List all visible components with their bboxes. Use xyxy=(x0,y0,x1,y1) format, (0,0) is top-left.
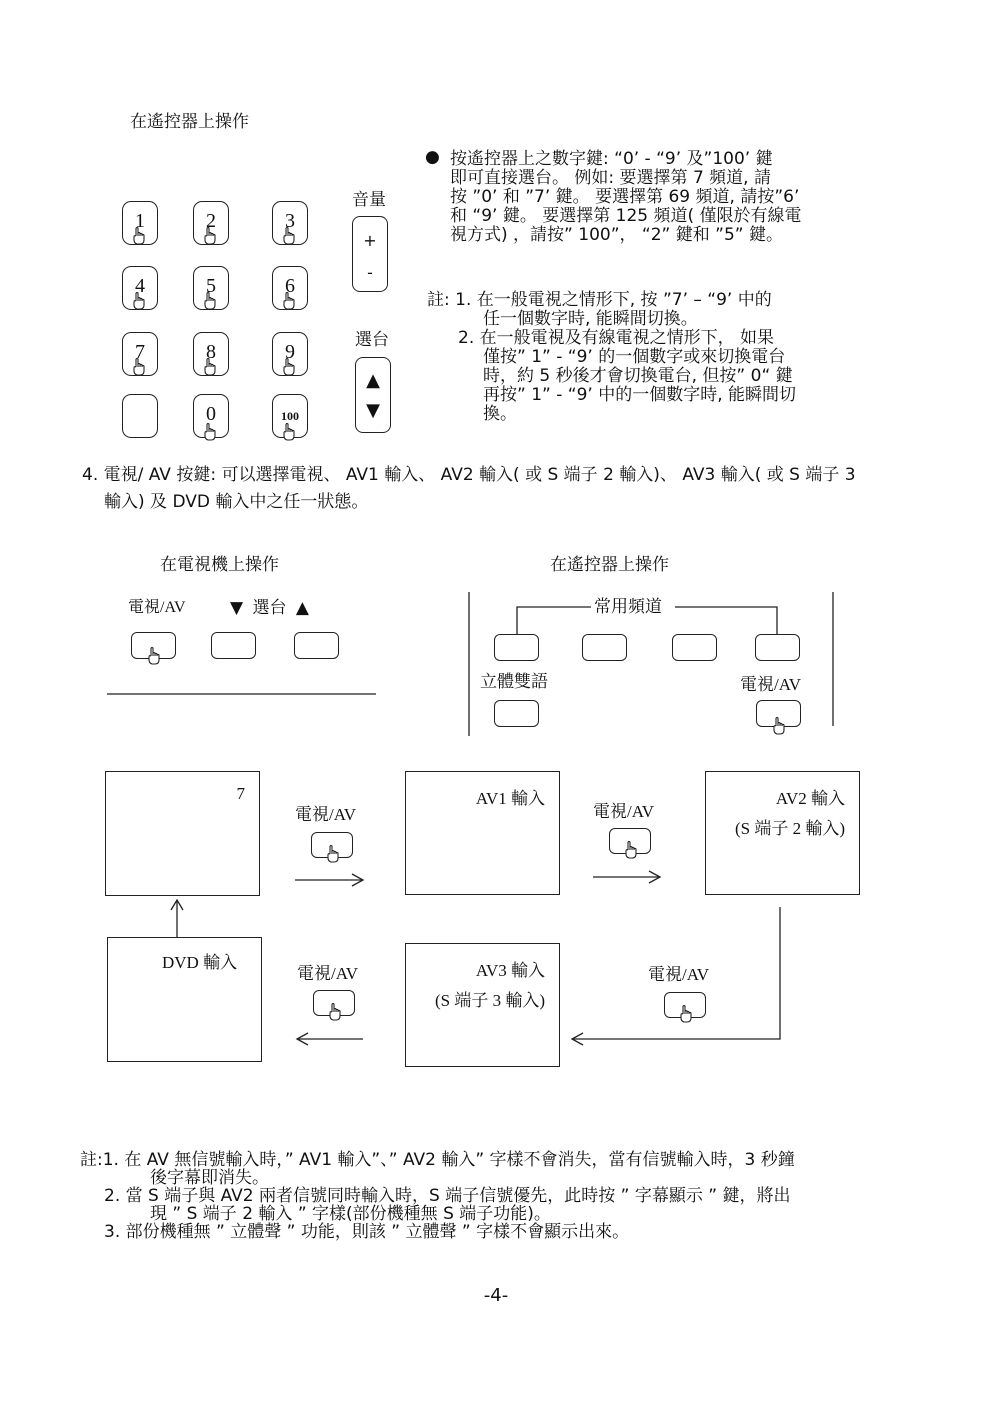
stereo-label: 立體雙語 xyxy=(480,672,548,692)
volume-label: 音量 xyxy=(352,190,386,210)
key-label: 8 xyxy=(206,341,216,363)
tv-tvav-label: 電視/AV xyxy=(128,599,186,616)
key-label: 7 xyxy=(135,341,145,363)
note-line: 任一個數字時, 能瞬間切換。 xyxy=(483,309,698,329)
channel-label: 選台 xyxy=(355,330,389,350)
key-label: 0 xyxy=(206,403,216,425)
flow-av1-label: AV1 輸入 xyxy=(475,789,545,808)
note-line: 現 ” S 端子 2 輸入 ” 字樣(部份機種無 S 端子功能)。 xyxy=(150,1204,551,1224)
tv-panel-heading: 在電視機上操作 xyxy=(160,555,279,575)
key-label: 3 xyxy=(285,210,295,232)
channel-down-icon[interactable]: ▼ xyxy=(366,400,380,421)
note-bottom xyxy=(80,1151,795,1241)
note-line: 3. 部份機種無 ” 立體聲 ” 功能，則該 ” 立體聲 ” 字樣不會顯示出來。 xyxy=(104,1222,630,1242)
note-line: 僅按” 1” - “9’ 的一個數字或來切換電台 xyxy=(483,347,786,367)
tv-channel-label: 選台 xyxy=(252,598,287,618)
note-line: 2. 在一般電視及有線電視之情形下， 如果 xyxy=(458,328,775,348)
channel-up-icon: ▲ xyxy=(295,598,309,618)
bullet-icon: ● xyxy=(425,147,440,167)
bullet-line: 和 “9’ 鍵。 要選擇第 125 頻道( 僅限於有線電 xyxy=(450,206,802,226)
common-channel-label: 常用頻道 xyxy=(591,597,665,617)
flow-av3-sub: (S 端子 3 輸入) xyxy=(434,991,545,1010)
note-line: 註:1. 在 AV 無信號輸入時，” AV1 輸入”、” AV2 輸入” 字樣不會消失，當有信號輸入時，3 秒鐘 xyxy=(80,1150,795,1170)
item4-line1: 4. 電視/ AV 按鍵: 可以選擇電視、 AV1 輸入、 AV2 輸入( 或 S 端子 2 輸入)、 AV3 輸入( 或 S 端子 3 xyxy=(82,465,856,485)
key-label: 2 xyxy=(206,210,216,232)
item4-line2: 輸入) 及 DVD 輸入中之任一狀態。 xyxy=(104,492,369,512)
flow-av2-sub: (S 端子 2 輸入) xyxy=(734,819,845,838)
page-number: -4- xyxy=(483,1285,509,1306)
key-label: 9 xyxy=(285,341,295,363)
note-line: 換。 xyxy=(483,404,517,424)
channel-up-icon[interactable]: ▲ xyxy=(366,370,380,391)
flow-button-label: 電視/AV xyxy=(593,802,655,821)
remote-panel-heading: 在遙控器上操作 xyxy=(550,555,669,575)
bullet-line: 按 ”0’ 和 ”7’ 鍵。 要選擇第 69 頻道, 請按”6’ xyxy=(450,187,800,207)
flow-av2-label: AV2 輸入 xyxy=(775,789,845,808)
bullet-line: 按遙控器上之數字鍵: “0’ - “9’ 及”100’ 鍵 xyxy=(450,149,773,169)
flow-channel-number: 7 xyxy=(236,784,245,803)
note-line: 時，約 5 秒後才會切換電台, 但按” 0“ 鍵 xyxy=(483,366,793,386)
key-label: 4 xyxy=(135,275,145,297)
volume-minus[interactable]: - xyxy=(367,263,373,282)
note-line: 後字幕即消失。 xyxy=(150,1168,269,1188)
remote-tvav-label: 電視/AV xyxy=(740,675,802,694)
key-label: 100 xyxy=(281,409,299,423)
note-line: 再按” 1” - “9’ 中的一個數字時, 能瞬間切 xyxy=(483,385,797,405)
bullet-line: 即可直接選台。 例如: 要選擇第 7 頻道, 請 xyxy=(450,168,771,188)
note-line: 註: 1. 在一般電視之情形下, 按 ”7’ – “9’ 中的 xyxy=(427,290,772,310)
volume-plus[interactable]: + xyxy=(363,231,377,250)
flow-button-label: 電視/AV xyxy=(297,964,359,983)
flow-dvd-label: DVD 輸入 xyxy=(162,953,238,972)
key-label: 1 xyxy=(135,210,145,232)
channel-down-icon: ▼ xyxy=(230,598,244,618)
key-label: 6 xyxy=(285,275,295,297)
key-label: 5 xyxy=(206,275,216,297)
flow-av3-label: AV3 輸入 xyxy=(475,961,545,980)
remote-section-heading: 在遙控器上操作 xyxy=(130,112,249,132)
note-line: 2. 當 S 端子與 AV2 兩者信號同時輸入時，S 端子信號優先，此時按 ” 字幕顯示 ” 鍵，將出 xyxy=(104,1186,791,1206)
bullet-line: 視方式) ，請按” 100”， “2” 鍵和 ”5” 鍵。 xyxy=(450,225,783,245)
flow-button-label: 電視/AV xyxy=(295,805,357,824)
flow-button-label: 電視/AV xyxy=(648,965,710,984)
